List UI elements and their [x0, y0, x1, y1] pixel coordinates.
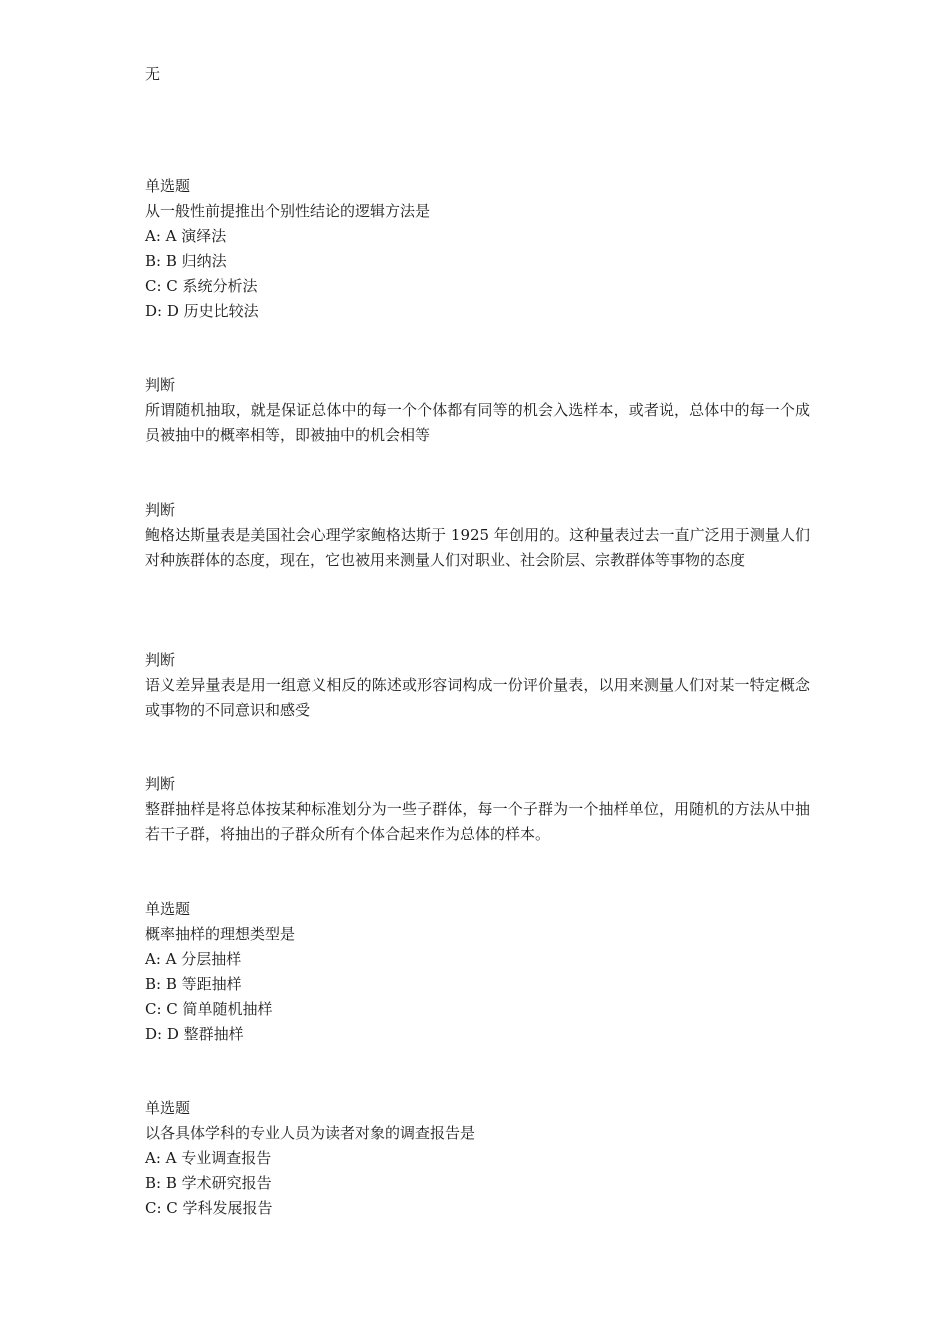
question-type: 判断 — [145, 501, 176, 519]
option-c: C: C 学科发展报告 — [145, 1199, 273, 1217]
option-d: D: D 整群抽样 — [145, 1025, 244, 1043]
question-7 — [145, 1096, 810, 1221]
question-type: 单选题 — [145, 177, 191, 195]
question-stem: 所谓随机抽取，就是保证总体中的每一个个体都有同等的机会入选样本，或者说，总体中的每一个成员被抽中的概率相等，即被抽中的机会相等 — [145, 401, 810, 444]
option-b: B: B 归纳法 — [145, 252, 227, 270]
option-d: D: D 历史比较法 — [145, 302, 259, 320]
top-note — [145, 62, 810, 87]
option-a: A: A 演绎法 — [145, 227, 227, 245]
question-stem: 语义差异量表是用一组意义相反的陈述或形容词构成一份评价量表，以用来测量人们对某一特定概念或事物的不同意识和感受 — [145, 676, 810, 719]
question-stem: 鲍格达斯量表是美国社会心理学家鲍格达斯于 1925 年创用的。这种量表过去一直广泛用于测量人们对种族群体的态度，现在，它也被用来测量人们对职业、社会阶层、宗教群体等事物的态度 — [145, 526, 810, 569]
question-1 — [145, 174, 810, 324]
question-stem: 概率抽样的理想类型是 — [145, 925, 296, 943]
question-2 — [145, 373, 810, 448]
question-stem: 以各具体学科的专业人员为读者对象的调查报告是 — [145, 1124, 476, 1142]
question-4 — [145, 648, 810, 723]
question-type: 判断 — [145, 775, 176, 793]
question-type: 判断 — [145, 376, 176, 394]
option-c: C: C 系统分析法 — [145, 277, 258, 295]
question-3 — [145, 498, 810, 573]
question-stem: 整群抽样是将总体按某种标准划分为一些子群体，每一个子群为一个抽样单位，用随机的方法从中抽若干子群，将抽出的子群众所有个体合起来作为总体的样本。 — [145, 800, 810, 843]
option-c: C: C 简单随机抽样 — [145, 1000, 273, 1018]
question-5 — [145, 772, 810, 847]
option-b: B: B 等距抽样 — [145, 975, 242, 993]
question-type: 单选题 — [145, 1099, 191, 1117]
option-b: B: B 学术研究报告 — [145, 1174, 272, 1192]
question-stem: 从一般性前提推出个别性结论的逻辑方法是 — [145, 202, 431, 220]
question-type: 判断 — [145, 651, 176, 669]
option-a: A: A 分层抽样 — [145, 950, 242, 968]
question-type: 单选题 — [145, 900, 191, 918]
question-6 — [145, 897, 810, 1047]
top-text: 无 — [145, 65, 161, 83]
option-a: A: A 专业调查报告 — [145, 1149, 272, 1167]
